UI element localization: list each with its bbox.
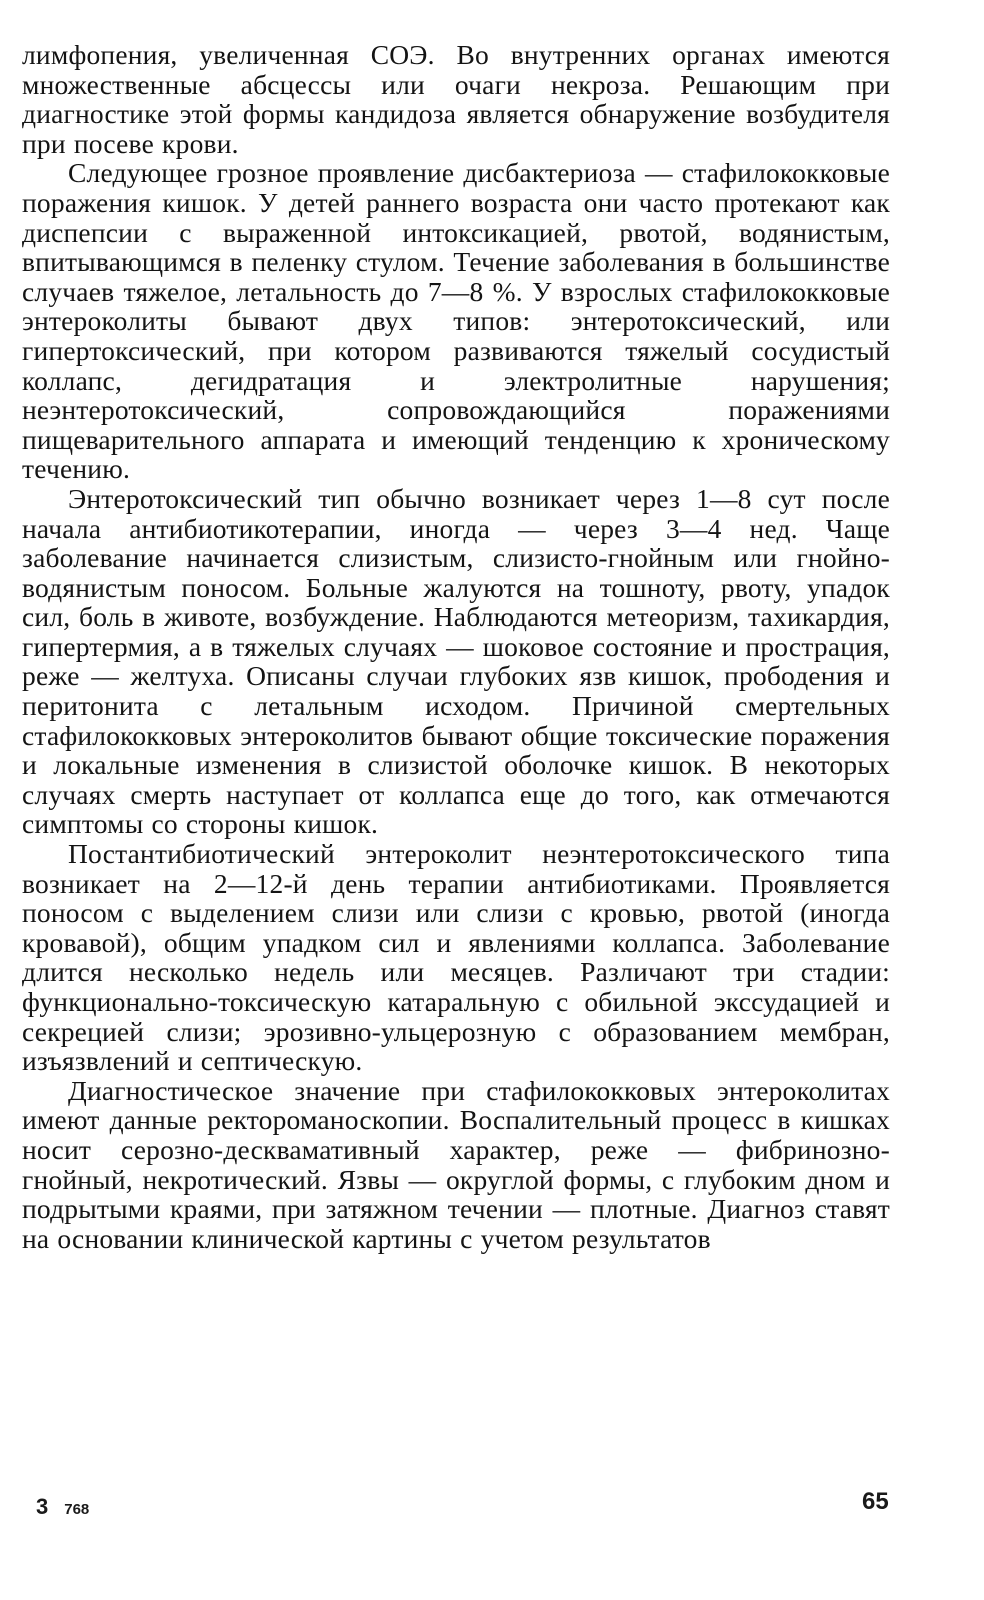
printer-signature: [36, 1494, 89, 1520]
print-code: 768: [64, 1501, 90, 1518]
paragraph-3: Энтеротоксический тип обычно возникает через 1—8 сут после начала антибиотикотерапии, иногда — через 3—4 нед. Чаще заболевание начинается слизистым, слизисто-гнойным или гнойно-водянистым поносом. Больные жалуются на тошноту, рвоту, упадок сил, боль в животе, возбуждение. Наблюдаются метеоризм, тахикардия, гипертермия, а в тяжелых случаях — шоковое состояние и прострация, реже — желтуха. Описаны случаи глубоких язв кишок, прободения и перитонита с летальным исходом. Причиной смертельных стафилококковых энтероколитов бывают общие токсические поражения и локальные изменения в слизистой оболочке кишок. В некоторых случаях смерть наступает от коллапса еще до того, как отмечаются симптомы со стороны кишок.: [22, 482, 890, 840]
paragraph-4: Постантибиотический энтероколит неэнтеротоксического типа возникает на 2—12-й день терапии антибиотиками. Проявляется поносом с выделением слизи или слизи с кровью, рвотой (иногда кровавой), общим упадком сил и явлениями коллапса. Заболевание длится несколько недель или месяцев. Различают три стадии: функционально-токсическую катаральную с обильной экссудацией и секрецией слизи; эрозивно-ульцерозную с образованием мембран, изъязвлений и септическую.: [22, 838, 890, 1077]
paragraph-2: Следующее грозное проявление дисбактериоза — стафилококковые поражения кишок. У детей раннего возраста они часто протекают как диспепсии с выраженной интоксикацией, рвотой, водянистым, впитывающимся в пеленку стулом. Течение заболевания в большинстве случаев тяжелое, летальность до 7—8 %. У взрослых стафилококковые энтероколиты бывают двух типов: энтеротоксический, или гипертоксический, при котором развиваются тяжелый сосудистый коллапс, дегидратация и электролитные нарушения; неэнтеротоксический, сопровождающийся поражениями пищеварительного аппарата и имеющий тенденцию к хроническому течению.: [22, 157, 890, 485]
paragraph-1: лимфопения, увеличенная СОЭ. Во внутренних органах имеются множественные абсцессы или очаги некроза. Решающим при диагностике этой формы кандидоза является обнаружение возбудителя при посеве крови.: [22, 39, 890, 159]
page-body: [22, 40, 890, 1253]
page-number: 65: [862, 1488, 889, 1515]
signature-number: 3: [36, 1494, 49, 1519]
paragraph-5: Диагностическое значение при стафилококковых энтероколитах имеют данные ректороманоскопии. Воспалительный процесс в кишках носит серозно-десквамативный характер, реже — фибринозно-гнойный, некротический. Язвы — округлой формы, с глубоким дном и подрытыми краями, при затяжном течении — плотные. Диагноз ставят на основании клинической картины с учетом результатов: [22, 1074, 890, 1254]
